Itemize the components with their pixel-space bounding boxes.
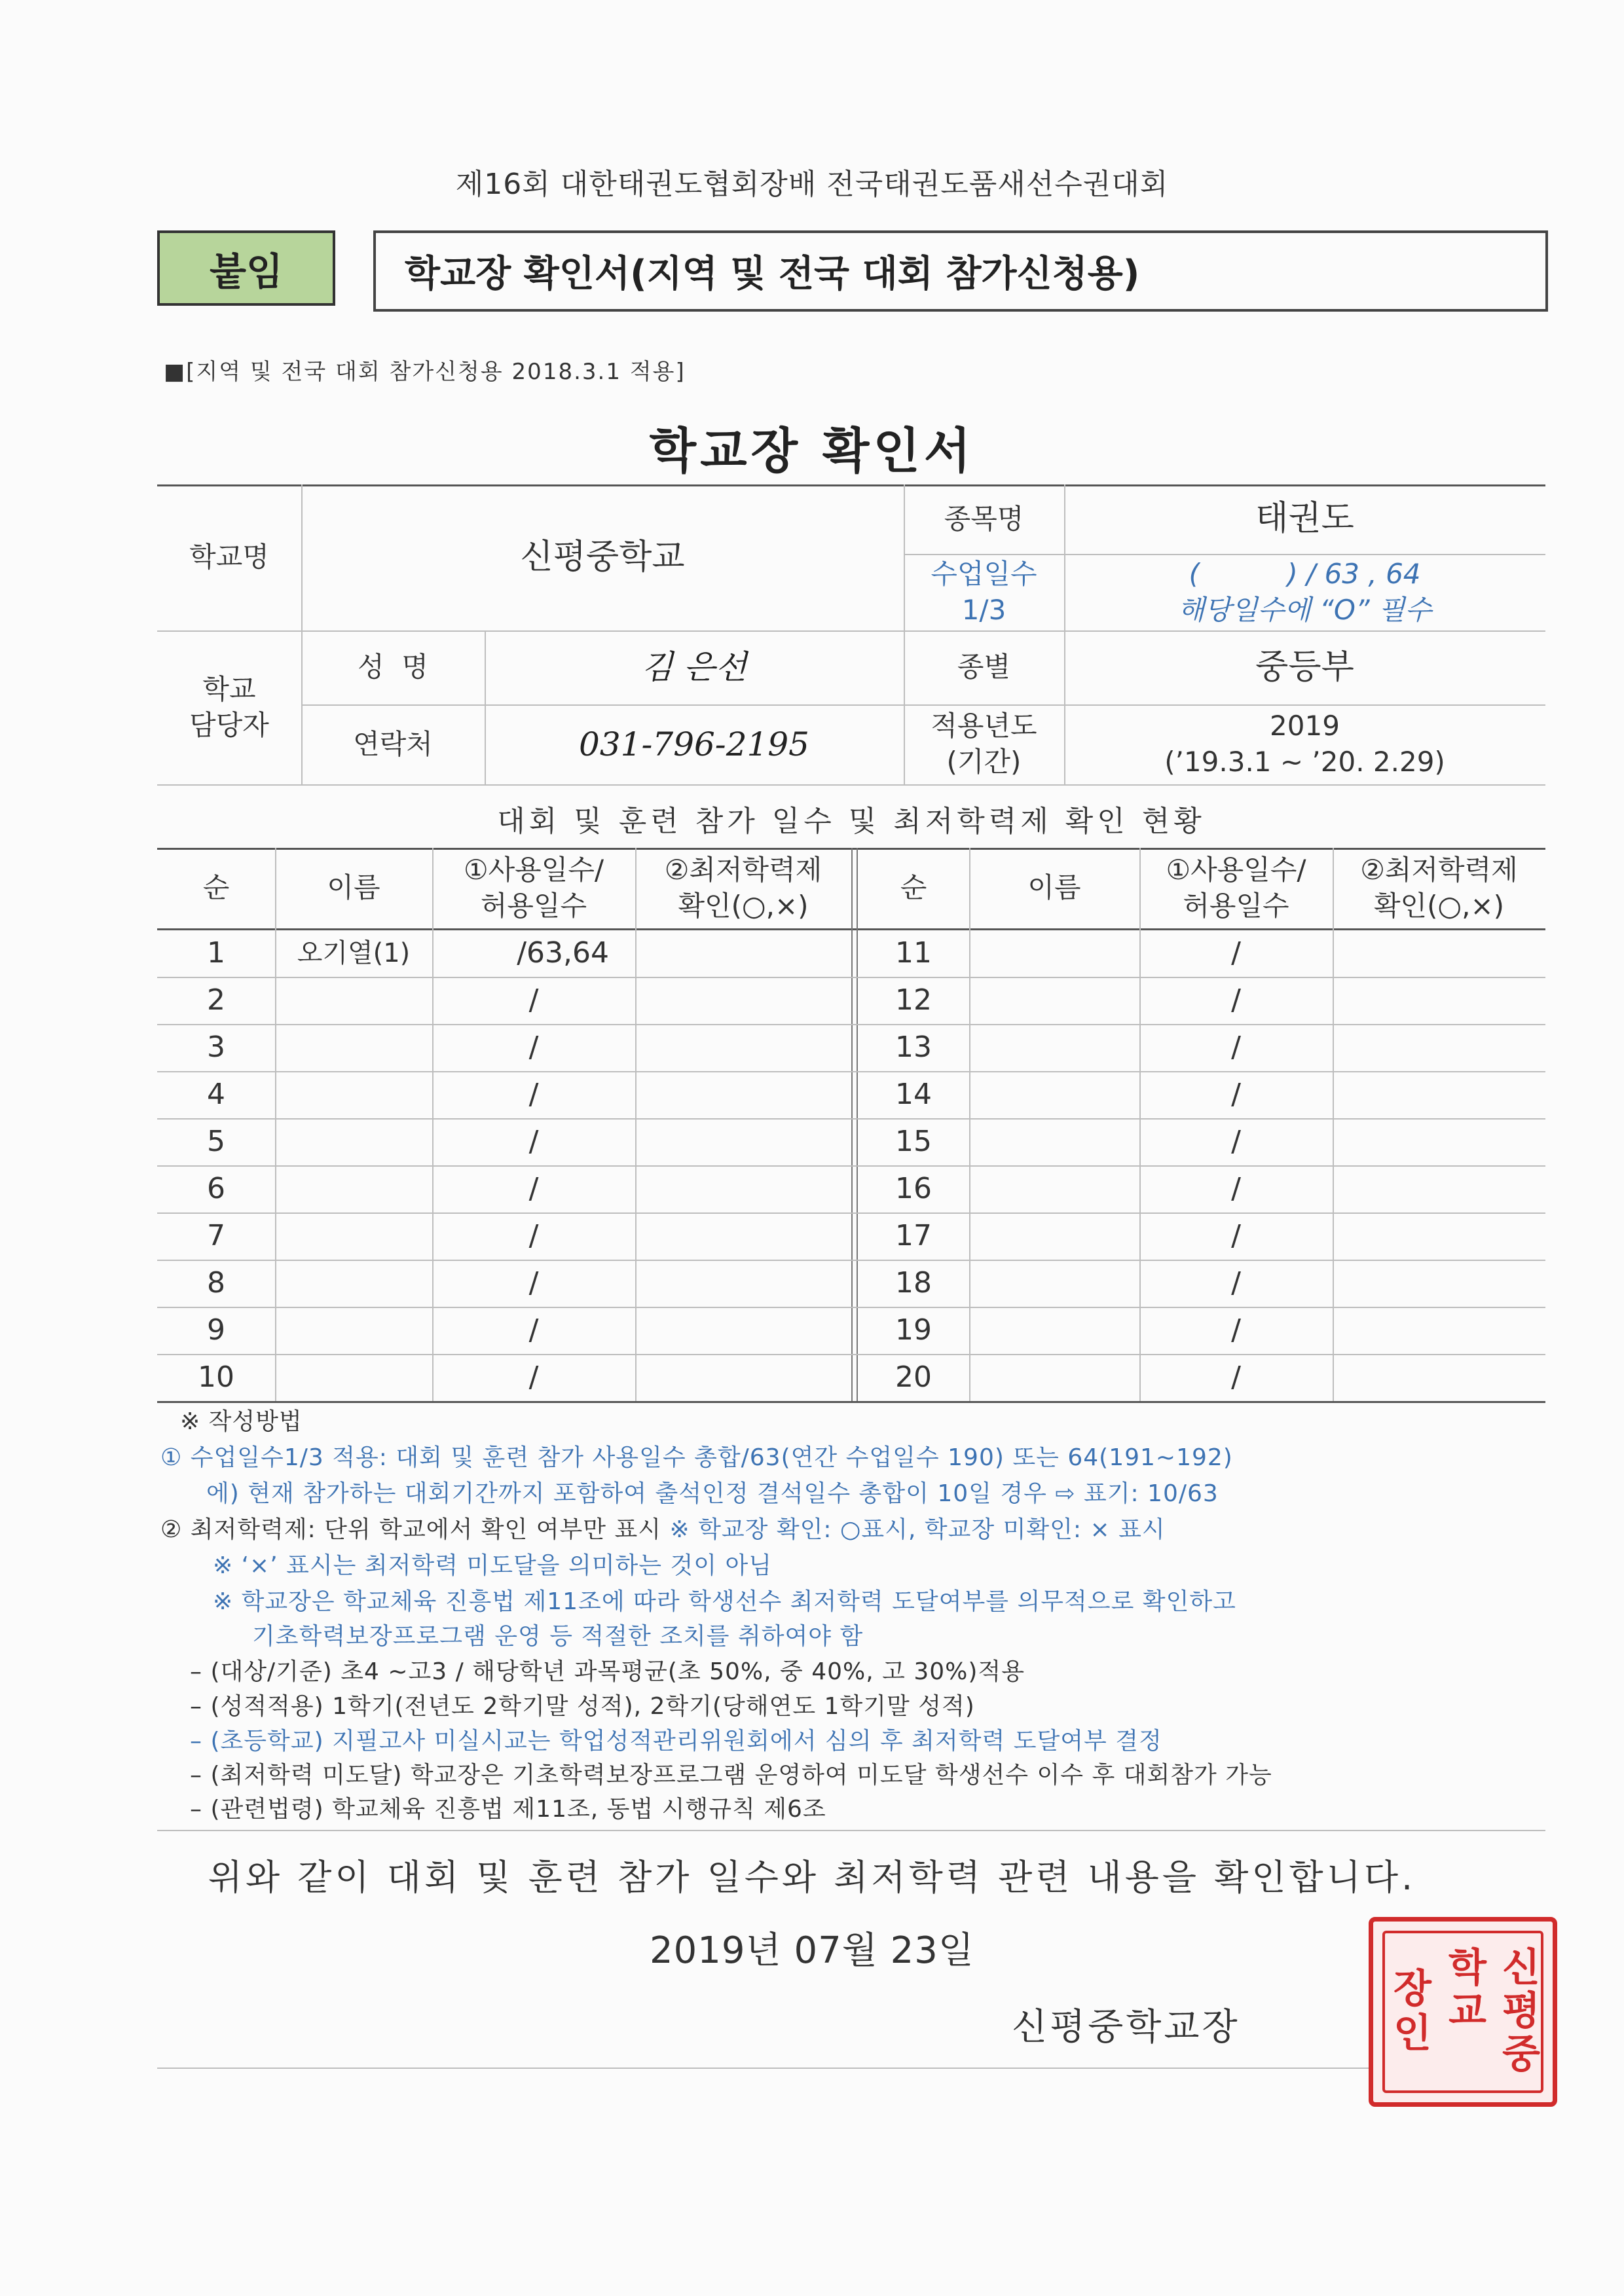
- row-left-days-cell: /: [528, 1030, 539, 1065]
- row-right-no-cell: 15: [895, 1125, 932, 1159]
- row-right-days-cell: /: [1231, 1078, 1241, 1112]
- manager-name: 김 은선: [641, 648, 747, 686]
- section-heading: 대회 및 훈련 참가 일수 및 최저학력제 확인 현황: [497, 805, 1206, 838]
- school-name-label: 학교명: [189, 541, 269, 574]
- header-days-line2: 허용일수: [1183, 889, 1289, 922]
- row-left-no-cell: 7: [207, 1219, 225, 1253]
- row-left-no-cell: 3: [207, 1030, 225, 1065]
- class-days-label-line1: 수업일수: [931, 557, 1037, 590]
- issue-date: 2019년 07월 23일: [650, 1929, 974, 1972]
- row-left-edu-cell: [635, 1165, 851, 1212]
- header-name-left: 이름: [327, 871, 380, 904]
- sport-label: 종목명: [944, 502, 1024, 535]
- row-right-days-cell: /: [1231, 1219, 1241, 1253]
- row-right-days-cell: /: [1231, 1266, 1241, 1300]
- header-edu-left: [635, 848, 851, 928]
- row-left-edu-cell: [635, 1071, 851, 1118]
- row-left-edu-cell: [635, 1118, 851, 1165]
- header-name-right: 이름: [1027, 871, 1081, 904]
- manager-label-line1: 학교: [202, 672, 256, 705]
- division-value: 중등부: [1255, 647, 1354, 687]
- school-name: 신평중학교: [520, 537, 685, 577]
- instruction-dash-2: – (성적적용) 1학기(전년도 2학기말 성적), 2학기(당해연도 1학기말 성적): [190, 1693, 975, 1720]
- principal-signature-line: 신평중학교장: [1012, 2006, 1240, 2049]
- row-right-edu-cell: [1333, 1307, 1545, 1354]
- row-separator: [157, 1118, 1545, 1120]
- table-divider: [851, 848, 853, 1401]
- row-left-days-cell: /: [528, 1078, 539, 1112]
- seal-glyph: 인: [1393, 2011, 1431, 2056]
- header-days-right: [1139, 848, 1333, 928]
- row-separator: [157, 1024, 1545, 1025]
- instructions-heading: ※ 작성방법: [180, 1408, 303, 1435]
- row-right-edu-cell: [1333, 1354, 1545, 1401]
- row-left-edu-cell: [635, 1260, 851, 1307]
- row-left-name-cell: [275, 1307, 432, 1354]
- row-left-no-cell: 2: [207, 983, 225, 1017]
- row-left-no-cell: 1: [207, 936, 225, 970]
- instruction-1-line2: 에) 현재 참가하는 대회기간까지 포함하여 출석인정 결석일수 총합이 10일 경우 ⇨ 표기: 10/63: [206, 1480, 1219, 1507]
- row-right-edu-cell: [1333, 1260, 1545, 1307]
- row-right-name-cell: [969, 1118, 1139, 1165]
- year-label-line1: 적용년도: [931, 710, 1037, 742]
- row-left-days-cell: /: [528, 1219, 539, 1253]
- sport-value: 태권도: [1255, 499, 1354, 539]
- header-days-line1: ①사용일수/: [1166, 853, 1306, 886]
- row-right-name-cell: [969, 1260, 1139, 1307]
- row-right-no-cell: 11: [895, 936, 932, 970]
- row-right-name-cell: [969, 1212, 1139, 1260]
- instruction-4-line2: 기초학력보장프로그램 운영 등 적절한 조치를 취하여야 함: [252, 1623, 864, 1650]
- header-no-right: 순: [900, 871, 927, 904]
- row-left-days-cell: /: [528, 1266, 539, 1300]
- applicability-note: ■[지역 및 전국 대회 참가신청용 2018.3.1 적용]: [164, 359, 686, 385]
- row-right-days-cell: /: [1231, 1313, 1241, 1347]
- row-separator: [157, 1260, 1545, 1261]
- class-days-label-line2: 1/3: [961, 593, 1006, 626]
- seal-glyph: 신: [1502, 1945, 1540, 1991]
- instruction-2: [160, 1516, 1166, 1544]
- event-title: 제16회 대한태권도협회장배 전국태권도품새선수권대회: [455, 168, 1169, 201]
- table-border: [157, 1401, 1545, 1403]
- year-number: 2019: [1270, 710, 1340, 742]
- header-days-left: [432, 848, 635, 928]
- row-left-days-cell: /: [528, 1172, 539, 1206]
- row-left-no-cell: 4: [207, 1078, 225, 1112]
- header-no-left: 순: [202, 871, 230, 904]
- row-right-name-cell: [969, 1071, 1139, 1118]
- seal-glyph: 교: [1449, 1988, 1486, 2034]
- instruction-2-text: ② 최저학력제: 단위 학교에서 확인 여부만 표시: [160, 1516, 662, 1543]
- row-right-days-cell: /: [1231, 1360, 1241, 1394]
- table-line: [157, 784, 1545, 786]
- row-right-edu-cell: [1333, 1024, 1545, 1071]
- row-separator: [157, 1071, 1545, 1072]
- row-left-edu-cell: [635, 1307, 851, 1354]
- row-right-no-cell: 17: [895, 1219, 932, 1253]
- row-left-name-cell: [275, 1024, 432, 1071]
- row-left-edu-cell: [635, 1212, 851, 1260]
- row-left-no-cell: 6: [207, 1172, 225, 1206]
- row-right-days-cell: /: [1231, 1172, 1241, 1206]
- row-right-days-cell: /: [1231, 1030, 1241, 1065]
- division-label: 종별: [957, 651, 1011, 683]
- row-right-days-cell: /: [1231, 1125, 1241, 1159]
- row-right-edu-cell: [1333, 1071, 1545, 1118]
- row-right-no-cell: 12: [895, 983, 932, 1017]
- row-separator: [157, 1165, 1545, 1167]
- row-right-name-cell: [969, 1165, 1139, 1212]
- row-left-name-cell: [275, 1260, 432, 1307]
- row-left-no-cell: 5: [207, 1125, 225, 1159]
- year-value: [1064, 704, 1545, 784]
- class-days-value: [1064, 554, 1545, 630]
- row-left-days-cell: /: [528, 983, 539, 1017]
- row-left-no-cell: 9: [207, 1313, 225, 1347]
- header-days-line2: 허용일수: [480, 889, 587, 922]
- row-right-days-cell: /: [1231, 936, 1241, 970]
- instruction-dash-1: – (대상/기준) 초4 ~고3 / 해당학년 과목평균(초 50%, 중 40%, 고 30%)적용: [190, 1658, 1025, 1685]
- row-left-name-cell: [275, 1165, 432, 1212]
- form-title: 학교장 확인서(지역 및 전국 대회 참가신청용): [373, 230, 1548, 312]
- class-days-note: 해당일수에 “O” 필수: [1177, 593, 1432, 626]
- row-left-no-cell: 10: [198, 1360, 234, 1394]
- class-days-ratio: ( ) / 63 , 64: [1189, 557, 1421, 590]
- seal-glyph: 평: [1502, 1988, 1540, 2034]
- row-right-edu-cell: [1333, 1118, 1545, 1165]
- row-right-no-cell: 19: [895, 1313, 932, 1347]
- row-left-days-cell: /: [528, 1313, 539, 1347]
- row-left-name-cell: 오기열(1): [297, 938, 411, 968]
- row-right-name-cell: [969, 1354, 1139, 1401]
- instruction-1-line1: ① 수업일수1/3 적용: 대회 및 훈련 참가 사용일수 총합/63(연간 수업일수 190) 또는 64(191~192): [160, 1444, 1233, 1471]
- year-label: [904, 704, 1064, 784]
- attach-badge: 붙임: [157, 230, 335, 306]
- header-days-line1: ①사용일수/: [463, 853, 604, 886]
- row-separator: [157, 977, 1545, 978]
- contact-value: 031-796-2195: [579, 725, 809, 763]
- row-right-days-cell: /: [1231, 983, 1241, 1017]
- divider-line: [157, 1830, 1545, 1831]
- row-right-no-cell: 20: [895, 1360, 932, 1394]
- row-right-edu-cell: [1333, 977, 1545, 1024]
- header-edu-line1: ②최저학력제: [664, 853, 822, 886]
- row-left-name-cell: [275, 1118, 432, 1165]
- confirmation-sentence: 위와 같이 대회 및 훈련 참가 일수와 최저학력 관련 내용을 확인합니다.: [208, 1857, 1416, 1898]
- seal-glyph: 장: [1393, 1966, 1431, 2012]
- instruction-dash-4: – (최저학력 미도달) 학교장은 기초학력보장프로그램 운영하여 미도달 학생선수 이수 후 대회참가 가능: [190, 1762, 1272, 1789]
- row-separator: [157, 1307, 1545, 1308]
- row-left-days-cell: /: [528, 1360, 539, 1394]
- row-right-edu-cell: [1333, 930, 1545, 977]
- document-title: 학교장 확인서: [649, 423, 975, 479]
- row-right-no-cell: 14: [895, 1078, 932, 1112]
- row-right-no-cell: 13: [895, 1030, 932, 1065]
- row-left-edu-cell: [635, 1354, 851, 1401]
- header-edu-line2: 확인(○,×): [678, 889, 809, 922]
- row-left-no-cell: 8: [207, 1266, 225, 1300]
- row-right-name-cell: [969, 1024, 1139, 1071]
- row-left-name-cell: [275, 1354, 432, 1401]
- row-left-days-cell: /63,64: [517, 936, 609, 970]
- class-days-label: [904, 554, 1064, 630]
- row-separator: [157, 1212, 1545, 1214]
- header-edu-line1: ②최저학력제: [1360, 853, 1518, 886]
- year-label-line2: (기간): [946, 746, 1022, 778]
- manager-label: [157, 630, 301, 784]
- instruction-3: ※ ‘×’ 표시는 최저학력 미도달을 의미하는 것이 아님: [213, 1552, 773, 1579]
- row-right-no-cell: 16: [895, 1172, 932, 1206]
- seal-glyph: 학: [1449, 1945, 1486, 1991]
- bottom-line: [157, 2068, 1545, 2069]
- seal-glyph: 중: [1502, 2032, 1540, 2077]
- row-right-edu-cell: [1333, 1165, 1545, 1212]
- year-period: (’19.3.1 ~ ’20. 2.29): [1164, 746, 1445, 778]
- row-right-name-cell: [969, 977, 1139, 1024]
- row-left-name-cell: [275, 1212, 432, 1260]
- row-left-name-cell: [275, 977, 432, 1024]
- row-right-name-cell: [969, 1307, 1139, 1354]
- row-right-edu-cell: [1333, 1212, 1545, 1260]
- row-right-no-cell: 18: [895, 1266, 932, 1300]
- header-edu-line2: 확인(○,×): [1373, 889, 1505, 922]
- school-seal: [1369, 1917, 1557, 2107]
- name-label: 성 명: [358, 651, 428, 683]
- instruction-dash-5: – (관련법령) 학교체육 진흥법 제11조, 동법 시행규칙 제6조: [190, 1796, 826, 1823]
- instruction-4-line1: ※ 학교장은 학교체육 진흥법 제11조에 따라 학생선수 최저학력 도달여부를 의무적으로 확인하고: [213, 1588, 1236, 1615]
- instruction-dash-3: – (초등학교) 지필고사 미실시교는 학업성적관리위원회에서 심의 후 최저학력 도달여부 결정: [190, 1728, 1162, 1755]
- row-left-name-cell: [275, 1071, 432, 1118]
- row-right-name-cell: [969, 930, 1139, 977]
- row-left-edu-cell: [635, 1024, 851, 1071]
- row-left-edu-cell: [635, 977, 851, 1024]
- row-left-edu-cell: [635, 930, 851, 977]
- row-separator: [157, 1354, 1545, 1355]
- header-edu-right: [1333, 848, 1545, 928]
- instruction-2-marking: ※ 학교장 확인: ○표시, 학교장 미확인: × 표시: [661, 1516, 1166, 1543]
- manager-label-line2: 담당자: [189, 708, 269, 741]
- row-left-days-cell: /: [528, 1125, 539, 1159]
- contact-label: 연락처: [353, 727, 433, 760]
